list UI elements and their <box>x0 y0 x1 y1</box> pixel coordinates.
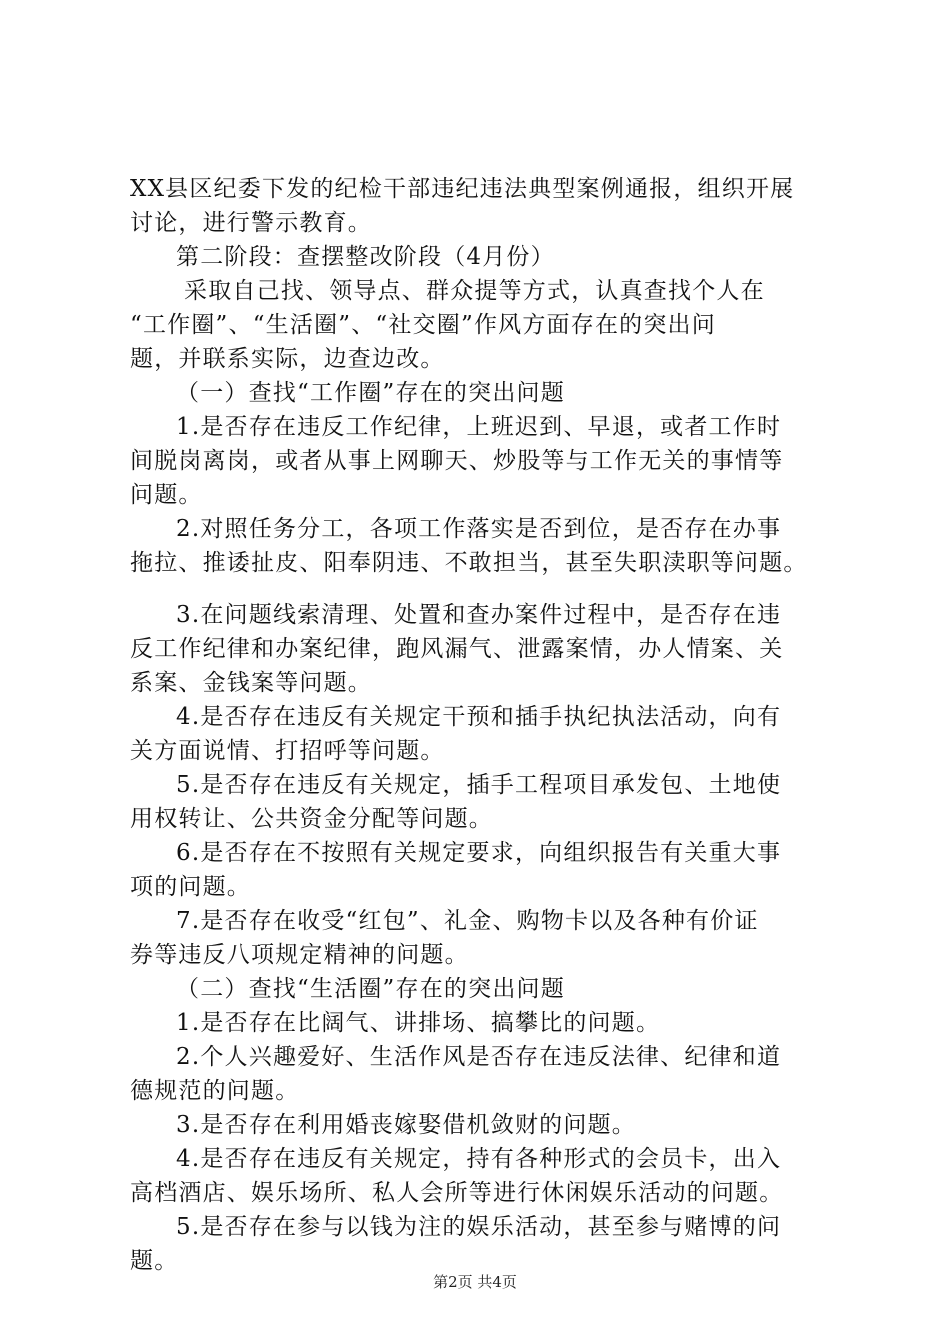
text-line: 系案、金钱案等问题。 <box>130 670 372 696</box>
document-body <box>130 172 840 1278</box>
page-footer: 第2页 共4页 <box>433 1273 517 1291</box>
text-line: 4.是否存在违反有关规定干预和插手执纪执法活动，向有 <box>176 704 782 730</box>
text-line: “工作圈”、“生活圈”、“社交圈”作风方面存在的突出问 <box>130 312 716 338</box>
text-line: 反工作纪律和办案纪律，跑风漏气、泄露案情，办人情案、关 <box>130 636 784 662</box>
text-line: 5.是否存在参与以钱为注的娱乐活动，甚至参与赌博的问 <box>176 1214 782 1240</box>
text-line: 用权转让、公共资金分配等问题。 <box>130 806 493 832</box>
text-line: 第二阶段：查摆整改阶段（4月份） <box>176 244 555 270</box>
text-line: 3.在问题线索清理、处置和查办案件过程中，是否存在违 <box>176 602 782 628</box>
text-line: 德规范的问题。 <box>130 1078 300 1104</box>
paragraph-gap <box>130 580 840 598</box>
text-line: 券等违反八项规定精神的问题。 <box>130 942 469 968</box>
text-line: 题，并联系实际，边查边改。 <box>130 346 445 372</box>
text-line: XX县区纪委下发的纪检干部违纪违法典型案例通报，组织开展 <box>130 176 795 202</box>
text-line: 采取自己找、领导点、群众提等方式，认真查找个人在 <box>184 278 765 304</box>
text-line: 关方面说情、打招呼等问题。 <box>130 738 445 764</box>
text-line: 题。 <box>130 1248 179 1274</box>
text-line: 6.是否存在不按照有关规定要求，向组织报告有关重大事 <box>176 840 782 866</box>
text-line: （一）查找“工作圈”存在的突出问题 <box>176 380 565 406</box>
text-line: 2.个人兴趣爱好、生活作风是否存在违反法律、纪律和道 <box>176 1044 782 1070</box>
text-line: 2.对照任务分工，各项工作落实是否到位，是否存在办事 <box>176 516 782 542</box>
text-line: 1.是否存在比阔气、讲排场、搞攀比的问题。 <box>176 1010 661 1036</box>
text-line: （二）查找“生活圈”存在的突出问题 <box>176 976 565 1002</box>
text-line: 5.是否存在违反有关规定，插手工程项目承发包、土地使 <box>176 772 782 798</box>
text-line: 高档酒店、娱乐场所、私人会所等进行休闲娱乐活动的问题。 <box>130 1180 784 1206</box>
text-line: 问题。 <box>130 482 203 508</box>
text-line: 7.是否存在收受“红包”、礼金、购物卡以及各种有价证 <box>176 908 759 934</box>
text-line: 1.是否存在违反工作纪律，上班迟到、早退，或者工作时 <box>176 414 782 440</box>
text-line: 拖拉、推诿扯皮、阳奉阴违、不敢担当，甚至失职渎职等问题。 <box>130 550 808 576</box>
text-line: 讨论，进行警示教育。 <box>130 210 372 236</box>
text-line: 间脱岗离岗，或者从事上网聊天、炒股等与工作无关的事情等 <box>130 448 784 474</box>
text-line: 4.是否存在违反有关规定，持有各种形式的会员卡，出入 <box>176 1146 782 1172</box>
text-line: 项的问题。 <box>130 874 251 900</box>
text-line: 3.是否存在利用婚丧嫁娶借机敛财的问题。 <box>176 1112 636 1138</box>
